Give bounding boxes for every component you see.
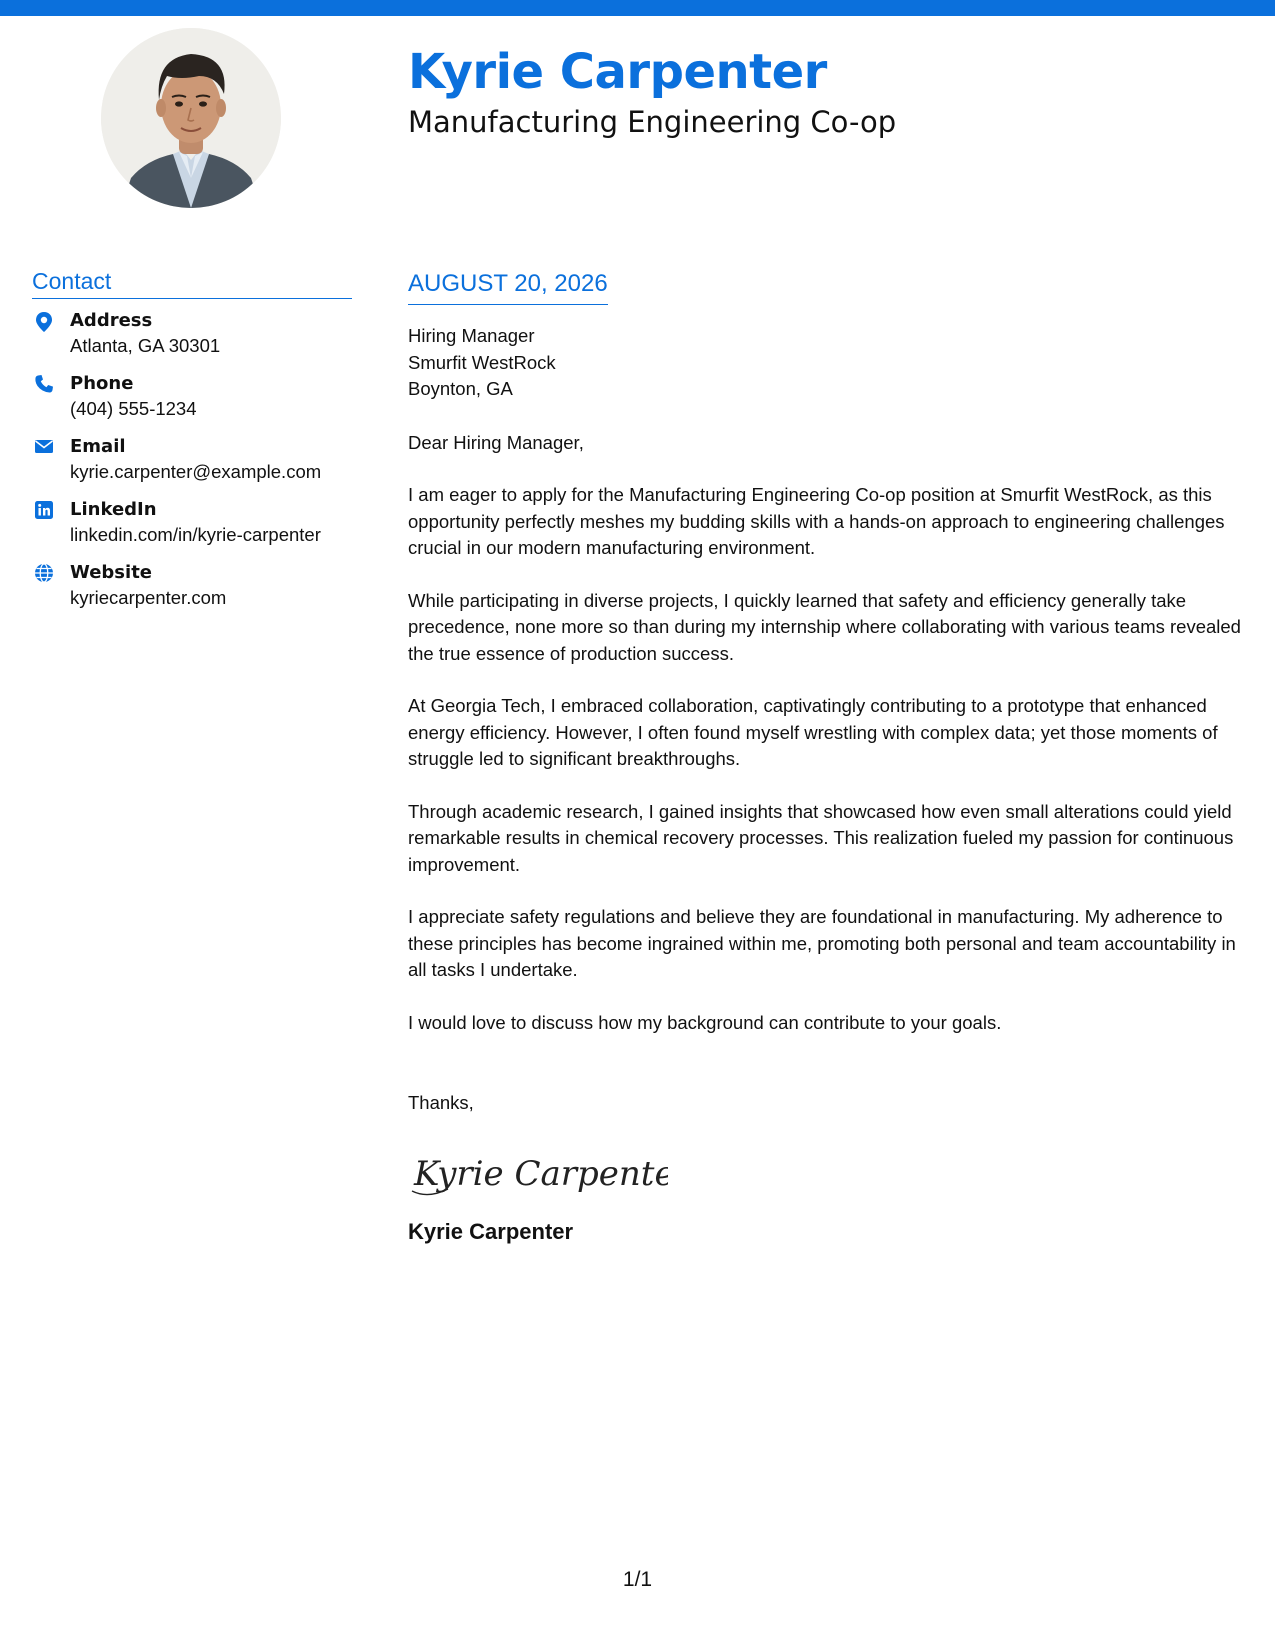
letter-paragraph: I am eager to apply for the Manufacturing Engineering Co-op position at Smurfit WestRock, as this opportunity perfectly meshes my budding skills with a hands-on approach to engineering challenges crucial in our modern manufacturing environment. bbox=[408, 484, 1225, 558]
letter-paragraph: At Georgia Tech, I embraced collaboration, captivatingly contributing to a prototype that enhanced energy efficiency. However, I often found myself wrestling with complex data; yet those moments of struggle led to significant breakthroughs. bbox=[408, 695, 1218, 769]
recipient-line: Smurfit WestRock bbox=[408, 351, 556, 373]
letter-paragraph: While participating in diverse projects, I quickly learned that safety and efficiency generally take precedence, none more so than during my internship where collaborating with various teams revealed the true essence of production success. bbox=[408, 589, 1241, 664]
contact-heading: Contact bbox=[32, 266, 352, 299]
contact-label: Email bbox=[70, 436, 126, 457]
page-number: 1/1 bbox=[622, 1568, 653, 1591]
contact-label: LinkedIn bbox=[70, 499, 157, 520]
contact-label: Phone bbox=[70, 373, 134, 394]
handwritten-signature bbox=[408, 1143, 1248, 1201]
profile-photo bbox=[101, 28, 281, 208]
envelope-icon bbox=[34, 437, 56, 459]
globe-icon bbox=[34, 563, 56, 585]
recipient-block bbox=[408, 323, 1248, 403]
address-value: Atlanta, GA 30301 bbox=[70, 335, 221, 356]
contact-sidebar bbox=[32, 266, 352, 624]
phone-icon bbox=[34, 374, 56, 396]
phone-value: (404) 555-1234 bbox=[70, 398, 197, 419]
contact-item-address bbox=[32, 309, 352, 358]
closing: Thanks, bbox=[408, 1092, 474, 1113]
map-pin-icon bbox=[34, 311, 56, 333]
accent-top-bar bbox=[0, 0, 1275, 16]
job-title: Manufacturing Engineering Co-op bbox=[408, 105, 897, 139]
svg-text:Kyrie Carpenter: Kyrie Carpenter bbox=[414, 1153, 668, 1194]
candidate-name: Kyrie Carpenter bbox=[408, 44, 827, 100]
contact-item-phone bbox=[32, 372, 352, 421]
contact-label: Address bbox=[70, 310, 153, 331]
contact-label: Website bbox=[70, 562, 153, 583]
contact-item-website bbox=[32, 561, 352, 610]
contact-item-linkedin bbox=[32, 498, 352, 547]
letter-paragraph: I appreciate safety regulations and believe they are foundational in manufacturing. My adherence to these principles has become ingrained within me, promoting both personal and team accountability in all tasks I undertake. bbox=[408, 906, 1236, 980]
linkedin-icon bbox=[34, 500, 56, 522]
recipient-line: Hiring Manager bbox=[408, 325, 535, 346]
email-value[interactable]: kyrie.carpenter@example.com bbox=[70, 461, 322, 482]
salutation: Dear Hiring Manager, bbox=[408, 431, 584, 453]
letter-body bbox=[408, 268, 1248, 1247]
letter-paragraph: Through academic research, I gained insights that showcased how even small alterations could yield remarkable results in chemical recovery processes. This realization fueled my passion for continuous improvement. bbox=[408, 800, 1234, 875]
contact-item-email bbox=[32, 435, 352, 484]
signer-name: Kyrie Carpenter bbox=[408, 1218, 574, 1244]
letter-date: AUGUST 20, 2026 bbox=[408, 268, 608, 305]
letter-paragraph: I would love to discuss how my background can contribute to your goals. bbox=[408, 1011, 1002, 1033]
linkedin-value[interactable]: linkedin.com/in/kyrie-carpenter bbox=[70, 524, 321, 545]
recipient-line: Boynton, GA bbox=[408, 378, 513, 399]
website-value[interactable]: kyriecarpenter.com bbox=[70, 587, 227, 608]
